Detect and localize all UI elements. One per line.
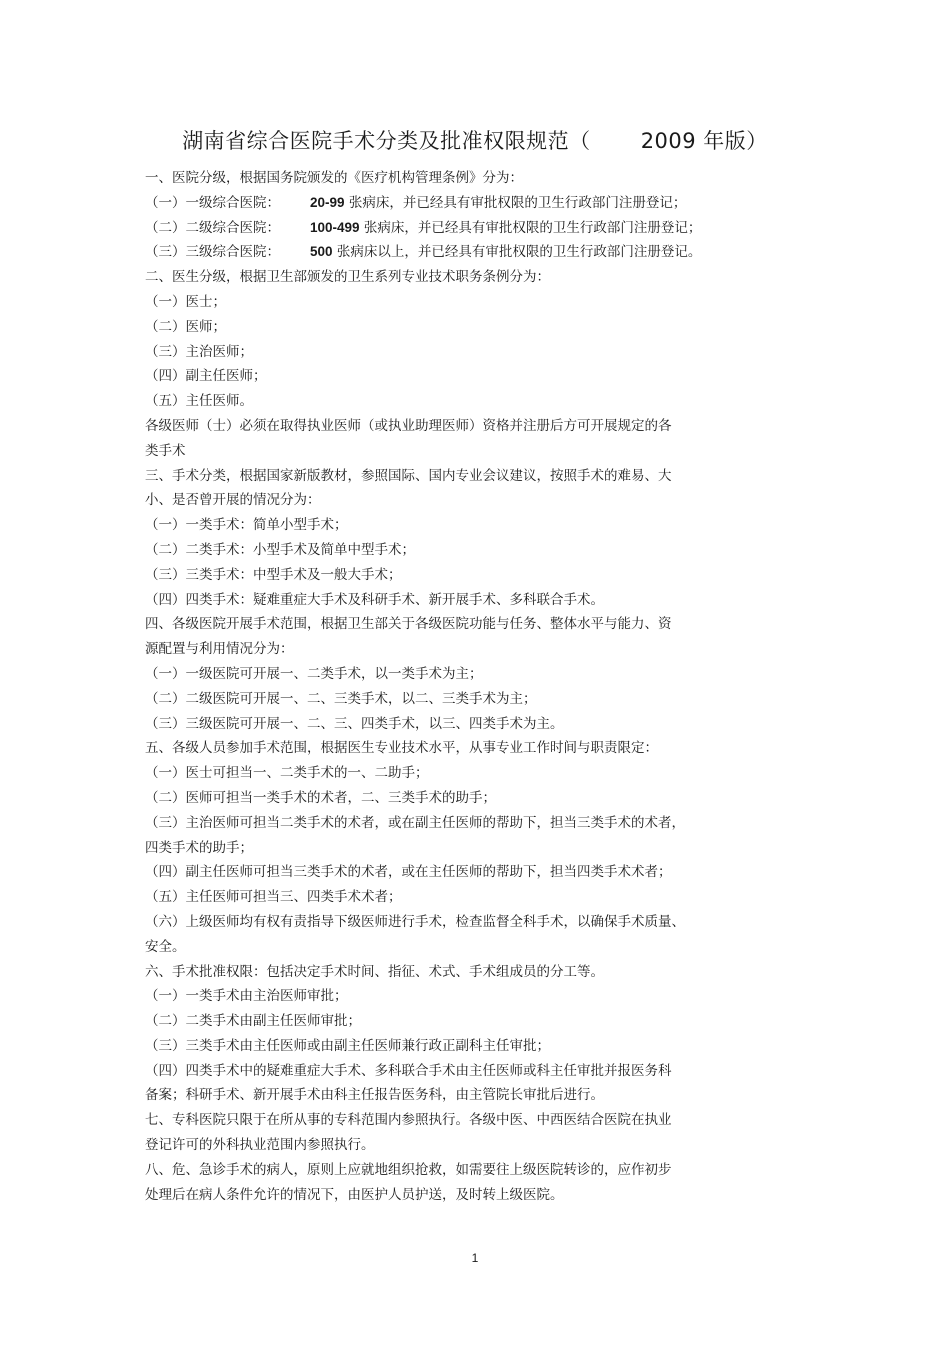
text-line: 五、各级人员参加手术范围，根据医生专业技术水平，从事专业工作时间与职责限定：: [145, 740, 658, 757]
text-line: （一）一类手术：简单小型手术；: [145, 517, 348, 534]
text-line: 登记许可的外科执业范围内参照执行。: [145, 1137, 375, 1154]
text-line: （三）三级医院可开展一、二、三、四类手术，以三、四类手术为主。: [145, 715, 564, 732]
text-line: （六）上级医师均有权有责指导下级医师进行手术，检查监督全科手术，以确保手术质量、: [145, 913, 685, 930]
line-suffix: 张病床，并已经具有审批权限的卫生行政部门注册登记；: [363, 219, 702, 236]
text-line: [145, 191, 745, 216]
text-line: 小、是否曾开展的情况分为：: [145, 492, 321, 509]
text-line: 二、医生分级，根据卫生部颁发的卫生系列专业技术职务条例分为：: [145, 269, 550, 286]
line-prefix: （二）二级综合医院：: [145, 219, 280, 236]
text-line: 一、医院分级，根据国务院颁发的《医疗机构管理条例》分为：: [145, 170, 523, 186]
text-line: 四、各级医院开展手术范围，根据卫生部关于各级医院功能与任务、整体水平与能力、资: [145, 616, 672, 633]
text-line: 三、手术分类，根据国家新版教材，参照国际、国内专业会议建议，按照手术的难易、大: [145, 467, 672, 484]
text-line: [145, 216, 745, 241]
text-line: （四）四类手术：疑难重症大手术及科研手术、新开展手术、多科联合手术。: [145, 591, 604, 608]
text-line: [145, 240, 745, 265]
text-line: （二）二级医院可开展一、二、三类手术，以二、三类手术为主；: [145, 690, 537, 707]
text-line: 类手术: [145, 442, 186, 459]
text-line: （五）主任医师。: [145, 393, 253, 410]
text-line: 七、专科医院只限于在所从事的专科范围内参照执行。各级中医、中西医结合医院在执业: [145, 1112, 672, 1129]
document-body: [145, 166, 745, 1207]
text-line: 各级医师（士）必须在取得执业医师（或执业助理医师）资格并注册后方可开展规定的各: [145, 417, 672, 434]
text-line: 八、危、急诊手术的病人，原则上应就地组织抢救，如需要往上级医院转诊的，应作初步: [145, 1161, 672, 1178]
line-suffix: 张病床以上，并已经具有审批权限的卫生行政部门注册登记。: [336, 244, 702, 261]
bed-count: 100-499: [310, 219, 360, 235]
text-line: （三）主治医师可担当二类手术的术者，或在副主任医师的帮助下，担当三类手术的术者，: [145, 814, 685, 831]
text-line: （一）医士；: [145, 293, 226, 310]
text-line: （五）主任医师可担当三、四类手术术者；: [145, 889, 402, 906]
text-line: （二）医师；: [145, 318, 226, 335]
text-line: （一）一级医院可开展一、二类手术，以一类手术为主；: [145, 665, 483, 682]
text-line: （四）副主任医师；: [145, 368, 267, 385]
text-line: （二）二类手术由副主任医师审批；: [145, 1013, 361, 1030]
text-line: （三）三类手术：中型手术及一般大手术；: [145, 566, 402, 583]
text-line: 安全。: [145, 938, 186, 955]
text-line: （一）一类手术由主治医师审批；: [145, 988, 348, 1005]
bed-count: 20-99: [310, 194, 345, 210]
text-line: （二）二类手术：小型手术及简单中型手术；: [145, 541, 415, 558]
text-line: （四）副主任医师可担当三类手术的术者，或在主任医师的帮助下，担当四类手术术者；: [145, 864, 672, 881]
text-line: （三）三类手术由主任医师或由副主任医师兼行政正副科主任审批；: [145, 1037, 550, 1054]
text-line: 六、手术批准权限：包括决定手术时间、指征、术式、手术组成员的分工等。: [145, 963, 604, 980]
text-line: （一）医士可担当一、二类手术的一、二助手；: [145, 765, 429, 782]
text-line: （二）医师可担当一类手术的术者，二、三类手术的助手；: [145, 789, 496, 806]
line-prefix: （三）三级综合医院：: [145, 244, 280, 261]
bed-count: 500: [310, 244, 333, 260]
text-line: （四）四类手术中的疑难重症大手术、多科联合手术由主任医师或科主任审批并报医务科: [145, 1062, 672, 1079]
document-title: [0, 126, 950, 156]
text-line: 源配置与利用情况分为：: [145, 641, 294, 658]
line-suffix: 张病床，并已经具有审批权限的卫生行政部门注册登记；: [348, 194, 687, 211]
text-line: 备案；科研手术、新开展手术由科主任报告医务科，由主管院长审批后进行。: [145, 1087, 604, 1104]
text-line: 四类手术的助手；: [145, 839, 253, 856]
line-prefix: （一）一级综合医院：: [145, 194, 280, 211]
text-line: （三）主治医师；: [145, 343, 253, 360]
page-number: 1: [471, 1251, 479, 1265]
title-main: 湖南省综合医院手术分类及批准权限规范（: [182, 129, 591, 153]
title-year: 2009 年版）: [640, 129, 768, 153]
text-line: 处理后在病人条件允许的情况下，由医护人员护送，及时转上级医院。: [145, 1186, 564, 1203]
